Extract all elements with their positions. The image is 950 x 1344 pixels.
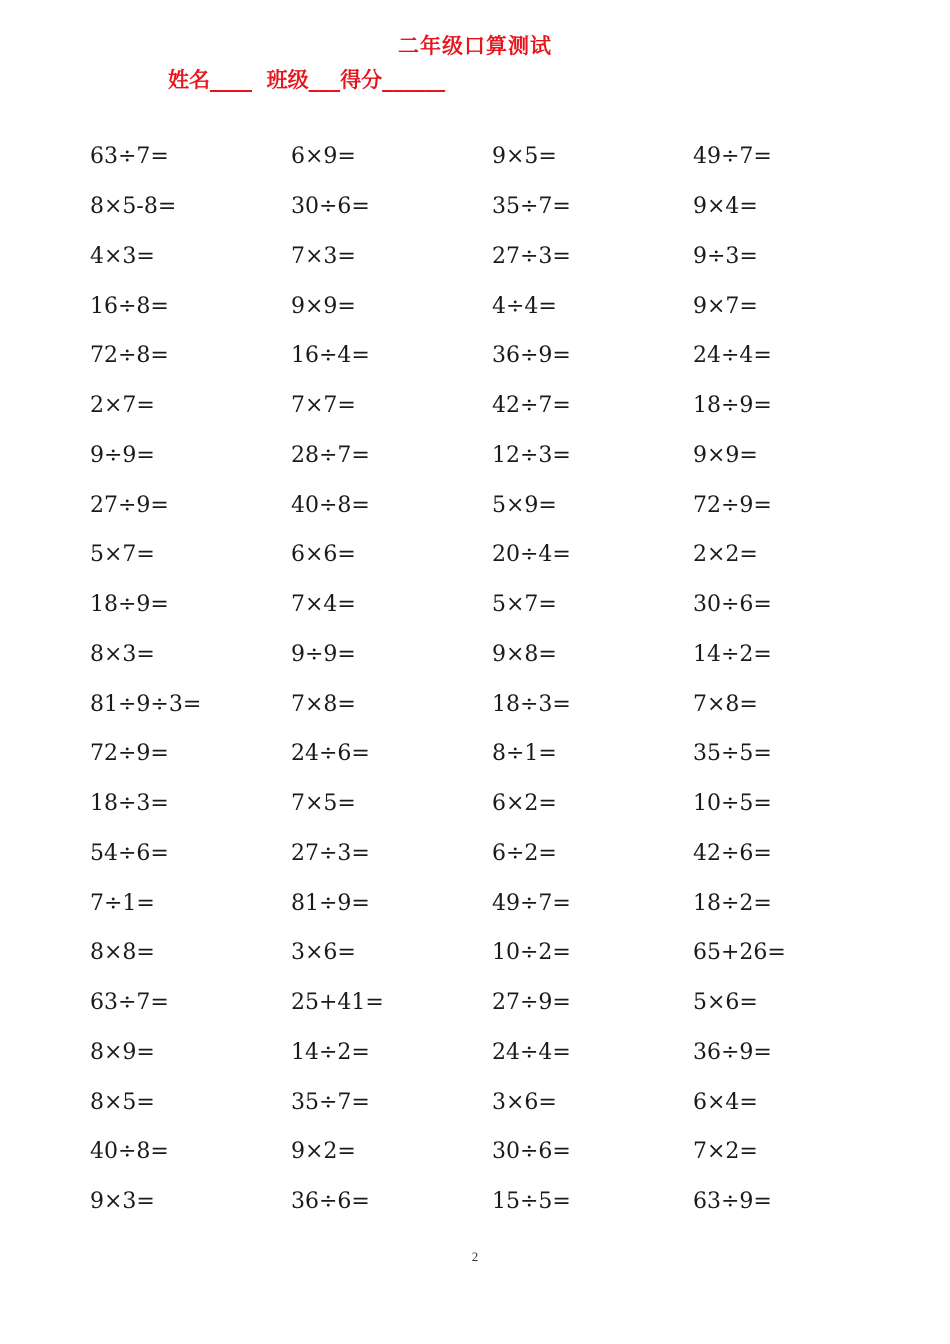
problem-item: 9×7=	[693, 293, 758, 319]
problem-item: 8×3=	[90, 641, 155, 667]
problem-item: 63÷7=	[90, 144, 169, 170]
problem-item: 3×6=	[291, 940, 356, 966]
student-info-line: 姓名____ 班级___得分______	[168, 68, 446, 92]
problem-item: 63÷7=	[90, 990, 169, 1016]
problem-item: 5×9=	[492, 492, 557, 518]
problem-row	[90, 580, 900, 630]
problem-item: 16÷4=	[291, 343, 370, 369]
problem-item: 36÷9=	[693, 1039, 772, 1065]
problem-item: 49÷7=	[693, 144, 772, 170]
problem-item: 7×4=	[291, 592, 356, 618]
problem-row	[90, 132, 900, 182]
problem-item: 24÷4=	[492, 1039, 571, 1065]
problem-item: 7×5=	[291, 791, 356, 817]
problem-item: 27÷3=	[291, 840, 370, 866]
problem-row	[90, 480, 900, 530]
problem-row	[90, 1028, 900, 1078]
problem-item: 81÷9=	[291, 890, 370, 916]
problem-row	[90, 630, 900, 680]
problem-item: 10÷5=	[693, 791, 772, 817]
problem-row	[90, 431, 900, 481]
problem-row	[90, 1077, 900, 1127]
problem-item: 18÷3=	[492, 691, 571, 717]
page-number: 2	[471, 1249, 479, 1264]
problem-item: 9×5=	[492, 144, 557, 170]
problem-item: 6×4=	[693, 1089, 758, 1115]
problem-row	[90, 281, 900, 331]
page-title: 二年级口算测试	[398, 34, 552, 58]
problem-item: 63÷9=	[693, 1189, 772, 1215]
problem-item: 4÷4=	[492, 293, 557, 319]
problem-item: 2×2=	[693, 542, 758, 568]
problem-item: 9×4=	[693, 194, 758, 220]
problem-item: 2×7=	[90, 393, 155, 419]
problem-item: 5×7=	[492, 592, 557, 618]
problem-item: 49÷7=	[492, 890, 571, 916]
problem-item: 6÷2=	[492, 840, 557, 866]
problem-item: 72÷8=	[90, 343, 169, 369]
problem-item: 8×8=	[90, 940, 155, 966]
problem-item: 9÷9=	[291, 641, 356, 667]
problem-item: 9×9=	[291, 293, 356, 319]
problem-row	[90, 182, 900, 232]
problem-item: 27÷3=	[492, 243, 571, 269]
problem-row	[90, 729, 900, 779]
problem-row	[90, 232, 900, 282]
problem-row	[90, 978, 900, 1028]
problem-row	[90, 829, 900, 879]
problem-item: 30÷6=	[693, 592, 772, 618]
problem-item: 36÷6=	[291, 1189, 370, 1215]
problem-item: 18÷9=	[90, 592, 169, 618]
problem-item: 6×6=	[291, 542, 356, 568]
problem-item: 6×9=	[291, 144, 356, 170]
problem-item: 14÷2=	[693, 641, 772, 667]
problem-item: 9×8=	[492, 641, 557, 667]
problem-item: 27÷9=	[492, 990, 571, 1016]
problem-item: 7×7=	[291, 393, 356, 419]
problem-row	[90, 679, 900, 729]
problem-item: 8×9=	[90, 1039, 155, 1065]
problem-item: 18÷9=	[693, 393, 772, 419]
problem-item: 35÷7=	[492, 194, 571, 220]
problem-item: 25+41=	[291, 990, 384, 1016]
problem-item: 8×5=	[90, 1089, 155, 1115]
problem-item: 4×3=	[90, 243, 155, 269]
problem-item: 30÷6=	[291, 194, 370, 220]
problem-item: 40÷8=	[90, 1139, 169, 1165]
problem-item: 9×3=	[90, 1189, 155, 1215]
problem-item: 5×7=	[90, 542, 155, 568]
problem-item: 3×6=	[492, 1089, 557, 1115]
problem-item: 24÷4=	[693, 343, 772, 369]
problem-item: 24÷6=	[291, 741, 370, 767]
problem-item: 20÷4=	[492, 542, 571, 568]
problem-item: 18÷3=	[90, 791, 169, 817]
problem-item: 27÷9=	[90, 492, 169, 518]
problem-item: 72÷9=	[693, 492, 772, 518]
problem-item: 6×2=	[492, 791, 557, 817]
problem-row	[90, 331, 900, 381]
problem-item: 18÷2=	[693, 890, 772, 916]
problem-item: 72÷9=	[90, 741, 169, 767]
problem-item: 35÷5=	[693, 741, 772, 767]
problem-item: 5×6=	[693, 990, 758, 1016]
problem-item: 42÷7=	[492, 393, 571, 419]
problem-item: 81÷9÷3=	[90, 691, 202, 717]
problem-item: 7×3=	[291, 243, 356, 269]
problem-item: 42÷6=	[693, 840, 772, 866]
problem-item: 14÷2=	[291, 1039, 370, 1065]
problem-item: 36÷9=	[492, 343, 571, 369]
problem-row	[90, 1127, 900, 1177]
problem-grid	[90, 132, 900, 1227]
problem-row	[90, 381, 900, 431]
problem-item: 35÷7=	[291, 1089, 370, 1115]
problem-item: 7×2=	[693, 1139, 758, 1165]
problem-item: 30÷6=	[492, 1139, 571, 1165]
problem-row	[90, 530, 900, 580]
problem-item: 16÷8=	[90, 293, 169, 319]
problem-item: 8÷1=	[492, 741, 557, 767]
problem-item: 8×5-8=	[90, 194, 177, 220]
problem-row	[90, 928, 900, 978]
problem-item: 65+26=	[693, 940, 786, 966]
problem-row	[90, 1177, 900, 1227]
problem-item: 9×9=	[693, 442, 758, 468]
problem-item: 10÷2=	[492, 940, 571, 966]
problem-item: 9÷3=	[693, 243, 758, 269]
problem-item: 7×8=	[291, 691, 356, 717]
problem-row	[90, 779, 900, 829]
problem-row	[90, 878, 900, 928]
problem-item: 7×8=	[693, 691, 758, 717]
problem-item: 40÷8=	[291, 492, 370, 518]
problem-item: 9÷9=	[90, 442, 155, 468]
problem-item: 28÷7=	[291, 442, 370, 468]
problem-item: 54÷6=	[90, 840, 169, 866]
problem-item: 9×2=	[291, 1139, 356, 1165]
problem-item: 12÷3=	[492, 442, 571, 468]
problem-item: 7÷1=	[90, 890, 155, 916]
problem-item: 15÷5=	[492, 1189, 571, 1215]
